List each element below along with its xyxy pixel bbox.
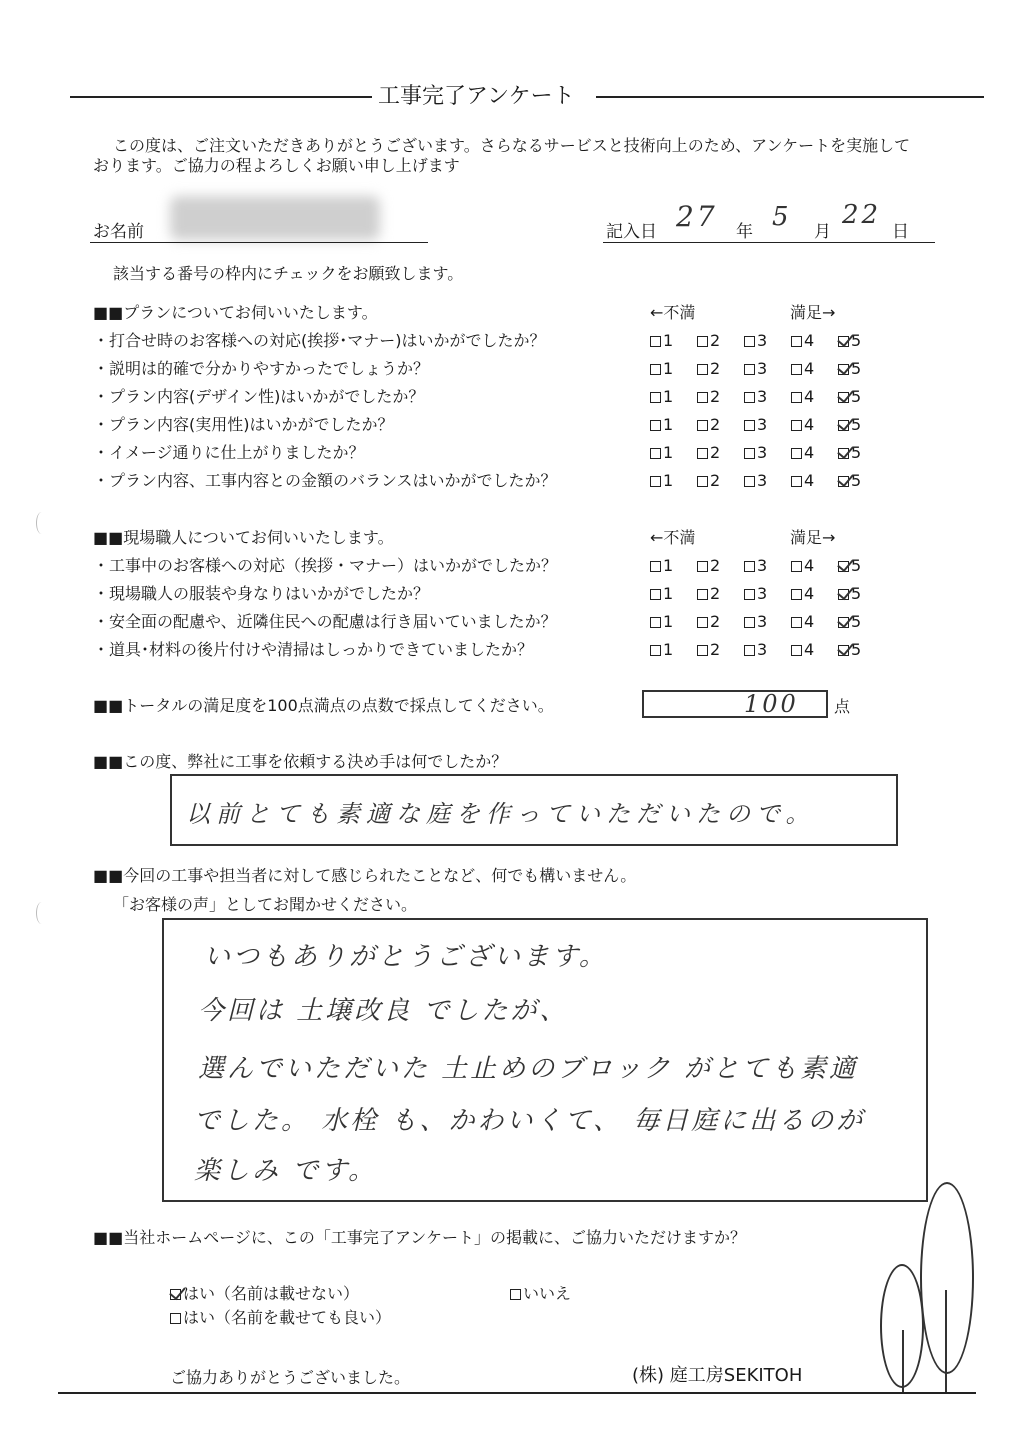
name-label: お名前 <box>93 222 144 242</box>
checkbox[interactable] <box>838 420 849 431</box>
question-text: ・安全面の配慮や、近隣住民への配慮は行き届いていましたか？ <box>93 612 557 631</box>
checkbox[interactable] <box>697 448 708 459</box>
rating-option-5[interactable] <box>838 612 861 632</box>
checkbox[interactable] <box>744 448 755 459</box>
rating-option-5[interactable] <box>838 584 861 604</box>
checkbox[interactable] <box>838 336 849 347</box>
title-rule-left <box>70 96 372 98</box>
rating-option-2[interactable] <box>697 415 720 435</box>
title-rule-right <box>596 96 984 98</box>
checkbox[interactable] <box>744 561 755 572</box>
scan-mark <box>36 902 47 924</box>
reason-question: ■■この度、弊社に工事を依頼する決め手は何でしたか？ <box>93 752 508 771</box>
rating-option-1[interactable] <box>650 331 673 351</box>
checkbox[interactable] <box>650 392 661 403</box>
total-score-unit: 点 <box>834 697 851 716</box>
checkbox[interactable] <box>697 617 708 628</box>
rating-option-label: 3 <box>757 359 768 378</box>
checkbox[interactable] <box>697 420 708 431</box>
rating-option-label: 4 <box>804 612 815 631</box>
total-score-value: 100 <box>744 690 799 718</box>
rating-option-label: 2 <box>710 612 721 631</box>
intro-line-1: この度は、ご注文いただきありがとうございます。さらなるサービスと技術向上のため、アンケートを実施して <box>113 136 911 155</box>
rating-option-5[interactable] <box>838 556 861 576</box>
question-text: ・現場職人の服装や身なりはいかがでしたか？ <box>93 584 430 603</box>
rating-option-3[interactable] <box>744 612 767 632</box>
checkbox[interactable] <box>744 392 755 403</box>
rating-option-label: 1 <box>663 612 674 631</box>
question-text: ・打合せ時のお客様への対応(挨拶･マナー)はいかがでしたか？ <box>93 331 546 350</box>
date-day-value[interactable]: 22 <box>842 200 882 230</box>
rating-option-2[interactable] <box>697 359 720 379</box>
checkbox[interactable] <box>650 364 661 375</box>
total-question: ■■トータルの満足度を100点満点の点数で採点してください。 <box>93 696 554 715</box>
rating-option-label: 3 <box>757 415 768 434</box>
rating-option-label: 5 <box>851 415 862 434</box>
checkbox[interactable] <box>650 617 661 628</box>
checkbox[interactable] <box>791 336 802 347</box>
publish-question: ■■当社ホームページに、この「工事完了アンケート」の掲載に、ご協力いただけますか？ <box>93 1228 746 1247</box>
rating-option-1[interactable] <box>650 640 673 660</box>
rating-option-2[interactable] <box>697 640 720 660</box>
reason-answer-text: 以前とても素適な庭を作っていただいたので。 <box>186 800 816 828</box>
rating-option-1[interactable] <box>650 612 673 632</box>
rating-option-4[interactable] <box>791 556 814 576</box>
name-redacted <box>170 196 380 240</box>
voice-subtext: 「お客様の声」としてお聞かせください。 <box>113 895 418 914</box>
rating-option-label: 4 <box>804 387 815 406</box>
date-day-unit: 日 <box>892 222 909 242</box>
scale-high-label: 満足→ <box>790 303 836 322</box>
voice-answer-box[interactable] <box>162 918 928 1202</box>
rating-option-label: 1 <box>663 387 674 406</box>
checkbox[interactable] <box>697 645 708 656</box>
checkbox[interactable] <box>697 336 708 347</box>
checkbox[interactable] <box>697 561 708 572</box>
intro-line-2: おります。ご協力の程よろしくお願い申し上げます <box>93 156 460 175</box>
rating-option-label: 1 <box>663 415 674 434</box>
rating-option-5[interactable] <box>838 359 861 379</box>
checkbox[interactable] <box>650 561 661 572</box>
checkbox[interactable] <box>744 589 755 600</box>
publish-option-yes-anon-label: はい（名前は載せない） <box>183 1284 360 1303</box>
rating-option-3[interactable] <box>744 584 767 604</box>
rating-option-2[interactable] <box>697 443 720 463</box>
publish-option-yes-named[interactable] <box>170 1308 391 1328</box>
rating-option-2[interactable] <box>697 556 720 576</box>
checkbox[interactable] <box>791 448 802 459</box>
checkbox[interactable] <box>650 336 661 347</box>
rating-option-5[interactable] <box>838 415 861 435</box>
rating-option-label: 5 <box>851 556 862 575</box>
checkbox[interactable] <box>697 589 708 600</box>
question-text: ・プラン内容(デザイン性)はいかがでしたか？ <box>93 387 425 406</box>
rating-option-4[interactable] <box>791 612 814 632</box>
checkbox[interactable] <box>744 617 755 628</box>
instruction-text: 該当する番号の枠内にチェックをお願致します。 <box>113 264 464 283</box>
scan-mark <box>36 512 47 534</box>
checkbox[interactable] <box>838 476 849 487</box>
rating-option-2[interactable] <box>697 331 720 351</box>
checkbox-yes-anon[interactable] <box>170 1289 181 1300</box>
tree-trunk-large <box>945 1290 947 1392</box>
rating-option-5[interactable] <box>838 471 861 491</box>
question-text: ・道具･材料の後片付けや清掃はしっかりできていましたか？ <box>93 640 534 659</box>
rating-option-label: 4 <box>804 443 815 462</box>
rating-option-4[interactable] <box>791 331 814 351</box>
rating-option-label: 1 <box>663 331 674 350</box>
rating-option-label: 3 <box>757 612 768 631</box>
question-text: ・説明は的確で分かりやすかったでしょうか？ <box>93 359 430 378</box>
rating-option-3[interactable] <box>744 359 767 379</box>
date-month-unit: 月 <box>814 222 831 242</box>
rating-option-label: 2 <box>710 331 721 350</box>
section-plan-heading: ■■プランについてお伺いいたします。 <box>93 303 378 322</box>
checkbox[interactable] <box>650 589 661 600</box>
publish-option-yes-named-label: はい（名前を載せても良い） <box>183 1308 392 1327</box>
checkbox[interactable] <box>650 420 661 431</box>
rating-option-1[interactable] <box>650 556 673 576</box>
rating-option-4[interactable] <box>791 359 814 379</box>
company-name: (株) 庭工房SEKITOH <box>632 1365 803 1386</box>
rating-option-label: 1 <box>663 640 674 659</box>
publish-option-no-label: いいえ <box>523 1284 572 1303</box>
rating-option-label: 4 <box>804 556 815 575</box>
rating-option-2[interactable] <box>697 584 720 604</box>
rating-option-1[interactable] <box>650 359 673 379</box>
rating-option-label: 5 <box>851 471 862 490</box>
checkbox-no[interactable] <box>510 1289 521 1300</box>
question-text: ・イメージ通りに仕上がりましたか？ <box>93 443 365 462</box>
rating-option-label: 4 <box>804 359 815 378</box>
rating-option-label: 4 <box>804 471 815 490</box>
reason-answer-box[interactable] <box>170 774 898 846</box>
rating-option-2[interactable] <box>697 612 720 632</box>
checkbox[interactable] <box>791 392 802 403</box>
rating-option-label: 5 <box>851 331 862 350</box>
voice-line: 楽しみ です。 <box>194 1156 378 1186</box>
checkbox[interactable] <box>744 336 755 347</box>
rating-option-label: 1 <box>663 471 674 490</box>
rating-option-label: 4 <box>804 415 815 434</box>
question-text: ・工事中のお客様への対応（挨拶・マナー）はいかがでしたか？ <box>93 556 558 575</box>
rating-option-4[interactable] <box>791 584 814 604</box>
date-label: 記入日 <box>606 222 657 242</box>
rating-option-4[interactable] <box>791 387 814 407</box>
page-title: 工事完了アンケート <box>378 84 575 109</box>
rating-option-label: 5 <box>851 612 862 631</box>
name-underline <box>90 242 428 243</box>
total-score-box[interactable] <box>642 690 828 718</box>
date-underline <box>603 242 935 243</box>
rating-option-3[interactable] <box>744 387 767 407</box>
checkbox[interactable] <box>838 645 849 656</box>
rating-option-label: 1 <box>663 359 674 378</box>
rating-option-label: 5 <box>851 387 862 406</box>
tree-trunk-small <box>902 1330 904 1392</box>
rating-option-1[interactable] <box>650 443 673 463</box>
rating-option-5[interactable] <box>838 387 861 407</box>
checkbox[interactable] <box>744 645 755 656</box>
rating-option-5[interactable] <box>838 640 861 660</box>
checkbox[interactable] <box>650 448 661 459</box>
tree-illustration-large <box>920 1182 974 1374</box>
rating-option-label: 1 <box>663 443 674 462</box>
rating-option-1[interactable] <box>650 387 673 407</box>
rating-option-1[interactable] <box>650 415 673 435</box>
rating-option-label: 3 <box>757 556 768 575</box>
checkbox[interactable] <box>838 392 849 403</box>
publish-option-no[interactable] <box>510 1284 571 1304</box>
rating-option-label: 2 <box>710 387 721 406</box>
rating-option-2[interactable] <box>697 471 720 491</box>
checkbox[interactable] <box>838 448 849 459</box>
rating-option-label: 1 <box>663 584 674 603</box>
rating-option-label: 4 <box>804 640 815 659</box>
rating-option-label: 3 <box>757 331 768 350</box>
voice-question: ■■今回の工事や担当者に対して感じられたことなど、何でも構いません。 <box>93 866 637 885</box>
rating-option-3[interactable] <box>744 556 767 576</box>
checkbox[interactable] <box>838 364 849 375</box>
rating-option-1[interactable] <box>650 471 673 491</box>
rating-option-label: 5 <box>851 359 862 378</box>
rating-option-label: 3 <box>757 443 768 462</box>
date-year-value[interactable]: 27 <box>676 200 718 233</box>
scale-low-label: ←不満 <box>650 303 696 322</box>
rating-option-label: 2 <box>710 471 721 490</box>
rating-option-label: 2 <box>710 443 721 462</box>
rating-option-label: 4 <box>804 584 815 603</box>
publish-option-yes-anon[interactable] <box>170 1284 359 1304</box>
checkbox[interactable] <box>744 476 755 487</box>
rating-option-4[interactable] <box>791 640 814 660</box>
rating-option-4[interactable] <box>791 443 814 463</box>
rating-option-label: 2 <box>710 584 721 603</box>
rating-option-3[interactable] <box>744 415 767 435</box>
checkbox[interactable] <box>697 392 708 403</box>
checkbox[interactable] <box>791 589 802 600</box>
checkbox[interactable] <box>791 420 802 431</box>
rating-option-label: 2 <box>710 556 721 575</box>
rating-option-label: 3 <box>757 640 768 659</box>
rating-option-5[interactable] <box>838 443 861 463</box>
checkbox[interactable] <box>791 364 802 375</box>
checkbox[interactable] <box>838 561 849 572</box>
checkbox[interactable] <box>697 364 708 375</box>
scale-high-label-2: 満足→ <box>790 528 836 547</box>
checkbox[interactable] <box>697 476 708 487</box>
section-staff-heading: ■■現場職人についてお伺いいたします。 <box>93 528 394 547</box>
checkbox[interactable] <box>650 645 661 656</box>
checkbox[interactable] <box>650 476 661 487</box>
rating-option-3[interactable] <box>744 640 767 660</box>
rating-option-label: 5 <box>851 640 862 659</box>
rating-option-label: 2 <box>710 415 721 434</box>
rating-option-4[interactable] <box>791 415 814 435</box>
date-year-unit: 年 <box>736 222 753 242</box>
rating-option-5[interactable] <box>838 331 861 351</box>
checkbox[interactable] <box>838 617 849 628</box>
scale-low-label-2: ←不満 <box>650 528 696 547</box>
rating-option-label: 2 <box>710 640 721 659</box>
rating-option-2[interactable] <box>697 387 720 407</box>
rating-option-label: 3 <box>757 584 768 603</box>
rating-option-3[interactable] <box>744 471 767 491</box>
voice-line: 選んでいただいた 土止めのブロック がとても素適 <box>198 1054 859 1084</box>
rating-option-label: 1 <box>663 556 674 575</box>
checkbox[interactable] <box>791 561 802 572</box>
rating-option-label: 3 <box>757 387 768 406</box>
rating-option-label: 3 <box>757 471 768 490</box>
checkbox[interactable] <box>838 589 849 600</box>
footer-rule <box>58 1392 976 1394</box>
checkbox[interactable] <box>791 645 802 656</box>
checkbox[interactable] <box>744 364 755 375</box>
footer-thanks: ご協力ありがとうございました。 <box>170 1368 411 1387</box>
checkbox[interactable] <box>791 476 802 487</box>
rating-option-label: 5 <box>851 584 862 603</box>
question-text: ・プラン内容、工事内容との金額のバランスはいかがでしたか？ <box>93 471 557 490</box>
rating-option-label: 2 <box>710 359 721 378</box>
rating-option-3[interactable] <box>744 443 767 463</box>
question-text: ・プラン内容(実用性)はいかがでしたか？ <box>93 415 394 434</box>
rating-option-1[interactable] <box>650 584 673 604</box>
rating-option-4[interactable] <box>791 471 814 491</box>
rating-option-label: 5 <box>851 443 862 462</box>
voice-line: いつもありがとうございます。 <box>204 942 608 972</box>
checkbox[interactable] <box>791 617 802 628</box>
checkbox[interactable] <box>744 420 755 431</box>
rating-option-3[interactable] <box>744 331 767 351</box>
voice-line: でした。 水栓 も、かわいくて、 毎日庭に出るのが <box>194 1106 866 1136</box>
date-month-value[interactable]: 5 <box>772 202 792 232</box>
checkbox-yes-named[interactable] <box>170 1313 181 1324</box>
voice-line: 今回は 土壌改良 でしたが、 <box>198 996 569 1026</box>
rating-option-label: 4 <box>804 331 815 350</box>
